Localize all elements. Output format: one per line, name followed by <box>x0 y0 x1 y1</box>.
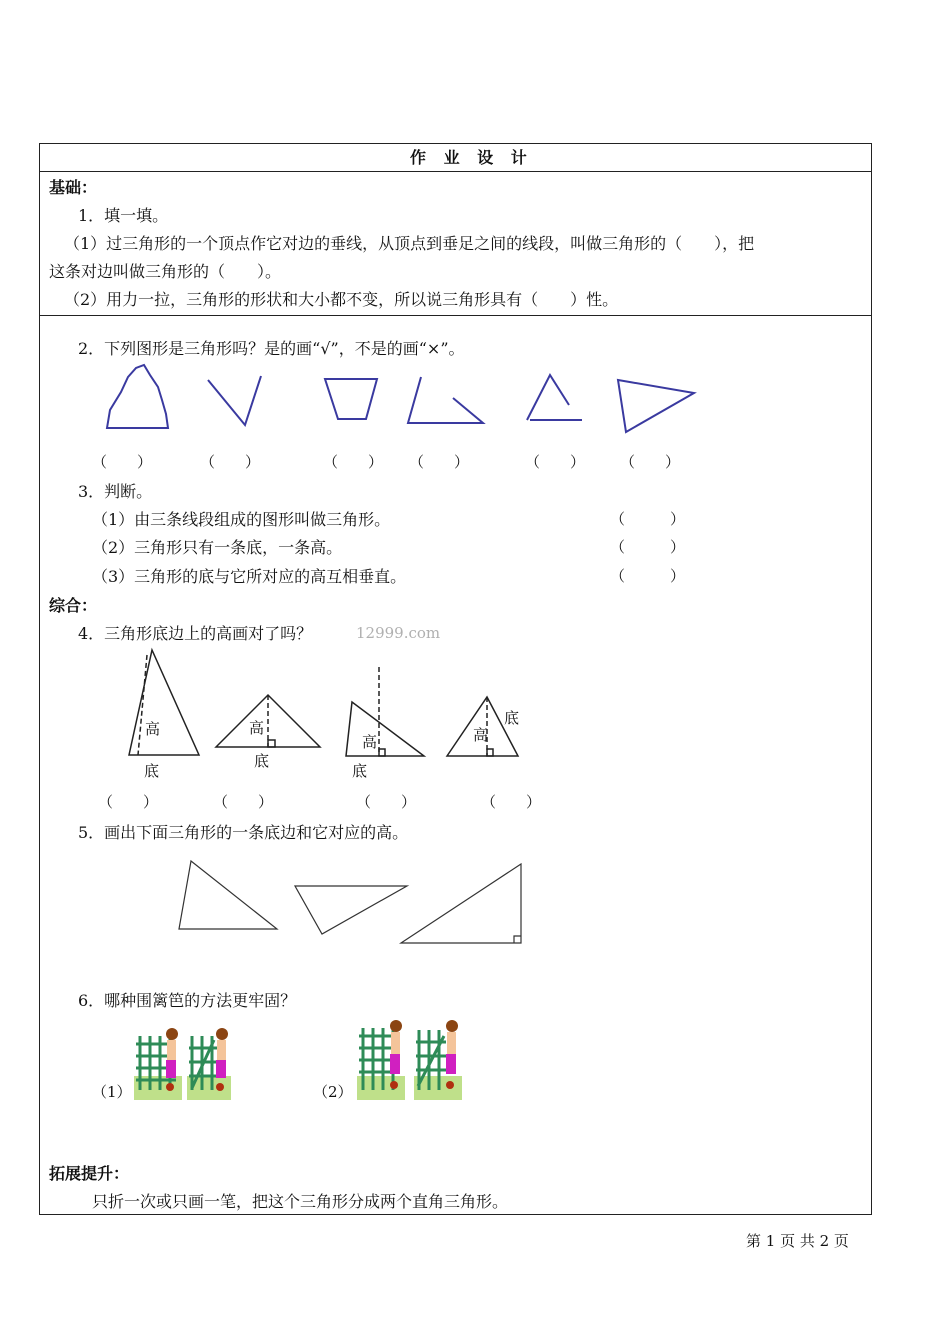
question-2-title: 2．下列图形是三角形吗？是的画“√”，不是的画“×”。 <box>78 339 465 358</box>
question-3-title: 3．判断。 <box>78 482 153 501</box>
label-base: 底 <box>144 762 160 780</box>
judgement-blank[interactable]: （ ） <box>610 538 686 556</box>
extension-task: 只折一次或只画一笔，把这个三角形分成两个直角三角形。 <box>92 1192 509 1211</box>
answer-blank[interactable]: （ ） <box>323 453 384 471</box>
answer-blank[interactable]: （ ） <box>620 453 681 471</box>
section-heading-basic: 基础： <box>49 178 98 197</box>
label-height: 高 <box>145 720 161 738</box>
question-1-part1-line2: 这条对边叫做三角形的（ ）。 <box>49 262 282 281</box>
label-height: 高 <box>249 719 265 737</box>
question-1-part1-line1: （1）过三角形的一个顶点作它对边的垂线，从顶点到垂足之间的线段，叫做三角形的（ ），把 <box>64 234 755 253</box>
option-label-1: （1） <box>92 1083 132 1101</box>
label-height: 高 <box>473 726 489 744</box>
page-number: 第 1 页 共 2 页 <box>746 1232 849 1250</box>
judgement-item: （2）三角形只有一条底，一条高。 <box>92 538 343 557</box>
page-title: 作 业 设 计 <box>410 148 533 167</box>
section-heading-comprehensive: 综合： <box>49 596 98 615</box>
fence-picture-1a <box>134 1028 182 1100</box>
fence-picture-1b <box>187 1028 231 1100</box>
option-label-2: （2） <box>313 1083 353 1101</box>
label-base: 底 <box>504 709 520 727</box>
judgement-item: （1）由三条线段组成的图形叫做三角形。 <box>92 510 391 529</box>
answer-blank[interactable]: （ ） <box>200 453 261 471</box>
label-base: 底 <box>352 762 368 780</box>
watermark-text: 12999.com <box>356 624 441 642</box>
question-4-title: 4．三角形底边上的高画对了吗？ <box>78 624 313 643</box>
answer-blank[interactable]: （ ） <box>92 453 153 471</box>
question-5-title: 5．画出下面三角形的一条底边和它对应的高。 <box>78 823 409 842</box>
answer-blank[interactable]: （ ） <box>356 793 417 811</box>
judgement-blank[interactable]: （ ） <box>610 567 686 585</box>
answer-blank[interactable]: （ ） <box>98 793 159 811</box>
question-1-part2: （2）用力一拉，三角形的形状和大小都不变，所以说三角形具有（ ）性。 <box>64 290 619 309</box>
judgement-blank[interactable]: （ ） <box>610 510 686 528</box>
fence-picture-2a <box>357 1020 405 1100</box>
section-heading-extension: 拓展提升： <box>49 1164 130 1183</box>
label-height: 高 <box>362 733 378 751</box>
fence-picture-2b <box>414 1020 462 1100</box>
label-base: 底 <box>254 752 270 770</box>
answer-blank[interactable]: （ ） <box>525 453 586 471</box>
question-1-title: 1．填一填。 <box>78 206 169 225</box>
question-6-title: 6．哪种围篱笆的方法更牢固？ <box>78 991 297 1010</box>
answer-blank[interactable]: （ ） <box>481 793 542 811</box>
judgement-item: （3）三角形的底与它所对应的高互相垂直。 <box>92 567 407 586</box>
answer-blank[interactable]: （ ） <box>409 453 470 471</box>
answer-blank[interactable]: （ ） <box>213 793 274 811</box>
